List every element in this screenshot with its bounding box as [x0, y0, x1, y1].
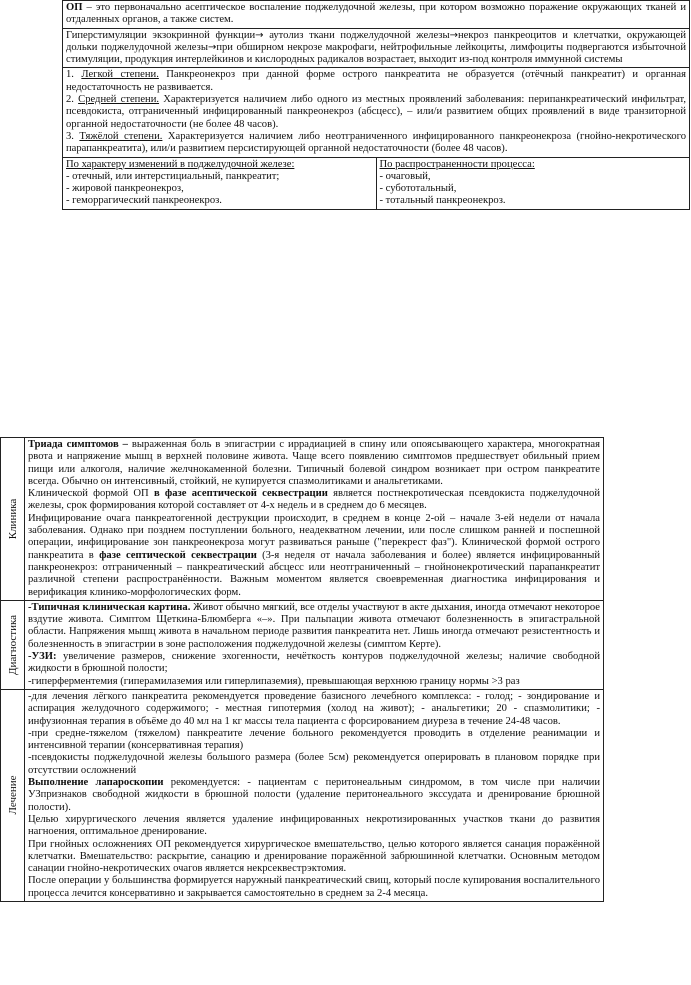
classification-row — [63, 157, 690, 209]
pathogenesis-step-3: некроз панкреоцитов и клетчатки, окружающей дольки поджелудочной железы — [66, 29, 686, 53]
severity-severe: 3. Тяжёлой степени. Характеризуется наличием либо неотграниченного инфицированного панкреонекроза (гнойно-некротического парапанкреатита), или/и развитием персистирующей органной недостаточности (более 48 часов). — [66, 130, 686, 155]
arrow-icon: → — [255, 29, 264, 41]
classification-right — [376, 157, 690, 209]
list-item: - геморрагический панкреонекроз. — [66, 195, 222, 207]
definition-row — [63, 1, 690, 29]
list-item: - отечный, или интерстициальный, панкреатит; — [66, 170, 280, 182]
treatment-row — [1, 689, 604, 901]
pathogenesis-step-4: при обширном некрозе макрофаги, нейтрофильные лейкоциты, лимфоциты подвергаются избыточной стимуляции, продукция интерлейкинов и кислородных радикалов возрастает, выходит из-под контроля иммунной системы — [66, 41, 687, 66]
diagnostics-cell: -Типичная клиническая картина. Живот обычно мягкий, все отделы участвуют в акте дыхания, иногда отмечают некоторое вздутие живота. Симптом Щеткина-Блюмберга «–». При пальпации живота отмечают болезненность в эпигастральной области. Напряжения мышц живота в начальном периоде развития панкреатита нет. Лишь иногда отмечают резистентность и болезненность в эпигастрии в зоне расположения поджелудочной железы (симптом Керте). -УЗИ: увеличение размеров, снижение эхогенности, нечёткость контуров поджелудочной железы; наличие свободной жидкости в брюшной полости; -гиперферментемия (гиперамилаземия или гиперлипаземия), превышающая верхнюю границу нормы >3 раз — [25, 600, 604, 689]
list-item: - очаговый, — [379, 170, 431, 182]
treatment-cell: -для лечения лёгкого панкреатита рекомендуется проведение базисного лечебного комплекса: - голод; - зондирование и аспирация желудочного содержимого; - местная гипотермия (холод на живот); - анальгетики; 20 - спазмолитики; - инфузионная терапия в объёме до 40 мл на 1 кг массы тела пациента с форсированием диуреза в течение 24-48 часов. -при средне-тяжелом (тяжелом) панкреатите лечение больного рекомендуется проводить в отделение реанимации и интенсивной терапии (консервативная терапия) -псевдокисты поджелудочной железы большого размера (более 5см) рекомендуется оперировать в плановом порядке при отсутствии осложнений Выполнение лапароскопии рекомендуется: - пациентам с перитонеальным синдромом, в том числе при наличии УЗпризнаков свободной жидкости в брюшной полости (удаление перитонеального экссудата и дренирование брюшной полости). Целью хирургического лечения является удаление инфицированных некротизированных участков ткани до развития нагноения, оптимальное дренирование. При гнойных осложнениях ОП рекомендуется хирургическое вмешательство, целью которого является санация поражённой клетчатки. Вмешательство: раскрытие, санацию и дренирование поражённой забрюшинной клетчатки. Основным методом санации гнойно-некротических очагов является некрсеквестрэктомия. После операции у большинства формируется наружный панкреатический свищ, который после купирования воспалительного процесса лечится консервативно и закрывается самостоятельно в среднем за 2-4 месяца. — [25, 689, 604, 901]
top-table — [62, 0, 690, 210]
list-item: - субототальный, — [379, 183, 457, 195]
treatment-moderate: -при средне-тяжелом (тяжелом) панкреатите лечение больного рекомендуется проводить в отделение реанимации и интенсивной терапии (консервативная терапия) — [28, 727, 600, 752]
classification-right-title: По распространенности процесса: — [379, 158, 535, 170]
severity-cell — [63, 68, 690, 157]
treatment-purulent: При гнойных осложнениях ОП рекомендуется хирургическое вмешательство, целью которого является санация поражённой клетчатки. Вмешательство: раскрытие, санацию и дренирование поражённой забрюшинной клетчатки. Основным методом санации гнойно-некротических очагов является некрсеквестрэктомия. — [28, 838, 600, 875]
classification-left-title: По характеру изменений в поджелудочной железе: — [66, 158, 295, 170]
treatment-label: Лечение — [6, 775, 19, 815]
severity-mild: 1. Легкой степени. Панкреонекроз при данной форме острого панкреатита не образуется (отёчный панкреатит) и органная недостаточность не развивается. — [66, 69, 687, 93]
enzyme-text: -гиперферментемия (гиперамилаземия или гиперлипаземия), превышающая верхнюю границу нормы >3 раз — [28, 675, 520, 687]
classification-left — [63, 157, 377, 209]
list-item: - жировой панкреонекроз, — [66, 183, 184, 195]
treatment-label-cell — [1, 689, 25, 901]
symptom-triad-text: выраженная боль в эпигастрии с иррадиацией в спину или опоясывающего характера, многократная рвота и напряжение мышц в верхней половине живота. Чаще всего появлению симптомов предшествует обильный прием пищи или алкоголя, наличие желчнокаменной болезни. Типичный болевой синдром возникает при остром панкреатите всегда. Обычно он интенсивный, стойкий, не купируется спазмолитиками и анальгетиками. — [28, 439, 600, 487]
diagnostics-row — [1, 600, 604, 689]
severity-row — [63, 68, 690, 157]
diagnostics-label-cell — [1, 600, 25, 689]
definition-term: ОП — [66, 2, 83, 13]
treatment-pseudocyst: -псевдокисты поджелудочной железы большого размера (более 5см) рекомендуется оперировать в плановом порядке при отсутствии осложнений — [28, 752, 600, 776]
clinic-row — [1, 438, 604, 601]
definition-cell — [63, 1, 690, 29]
arrow-icon: → — [449, 29, 458, 41]
symptom-triad-title: Триада симптомов – — [28, 439, 128, 450]
list-item: - тотальный панкреонекроз. — [379, 195, 506, 207]
treatment-postop: После операции у большинства формируется наружный панкреатический свищ, который после купирования воспалительного процесса лечится консервативно и закрывается самостоятельно в среднем за 2-4 месяца. — [28, 875, 600, 899]
clinic-cell: Триада симптомов – выраженная боль в эпигастрии с иррадиацией в спину или опоясывающего характера, многократная рвота и напряжение мышц в верхней половине живота. Чаще всего появлению симптомов предшествует обильный прием пищи или алкоголя, наличие желчнокаменной болезни. Типичный болевой синдром возникает при остром панкреатите всегда. Обычно он интенсивный, стойкий, не купируется спазмолитиками и анальгетиками. Клинической формой ОП в фазе асептической секвестрации является постнекротическая псевдокиста поджелудочной железы, срок формирования которой составляет от 4-х недель и в среднем до 6 месяцев. Инфицирование очага панкреатогенной деструкции происходит, в среднем в конце 2-ой – начале 3-ей недели от начала заболевания. Однако при позднем поступлении больного, неадекватном лечении, или после слишком ранней и поспешной операции, инфицирование зон панкреонекроза могут развиваться раньше ("перекрест фаз"). Клинической формой острого панкреатита в фазе септической секвестрации (3-я неделя от начала заболевания и более) является инфицированный панкреонекроз: отграниченный – панкреатический абсцесс или неотграниченный – гнойнонекротический парапанкреатит различной степени распространённости. Важным моментом является своевременная диагностика инфицирования и верификация клинико-морфологических форм. — [25, 438, 604, 601]
clinic-label: Клиника — [6, 498, 19, 540]
clinic-label-cell — [1, 438, 25, 601]
pathogenesis-row — [63, 28, 690, 68]
bottom-table — [0, 437, 604, 902]
diagnostics-label: Диагностика — [6, 614, 19, 675]
pathogenesis-step-2: аутолиз ткани поджелудочной железы — [263, 29, 450, 41]
treatment-mild: -для лечения лёгкого панкреатита рекомендуется проведение базисного лечебного комплекса: - голод; - зондирование и аспирация желудочного содержимого; - местная гипотермия (холод на живот); - анальгетики; 20 - спазмолитики; - инфузионная терапия в объёме до 40 мл на 1 кг массы тела пациента с форсированием диуреза в течение 24-48 часов. — [28, 690, 600, 727]
arrow-icon: → — [207, 41, 217, 53]
pathogenesis-step-1: Гиперстимуляции экзокринной функции — [66, 29, 256, 41]
pathogenesis-cell — [63, 28, 690, 68]
severity-moderate: 2. Средней степени. Характеризуется наличием либо одного из местных проявлений заболевания: перипанкреатический инфильтрат, псевдокиста, отграниченный инфицированный панкреонекроз (абсцесс), – или/и развитием общих проявлений в виде транзиторной органной недостаточности (не более 48 часов). — [66, 94, 687, 130]
definition-text: – это первоначально асептическое воспаление поджелудочной железы, при котором возможно поражение окружающих тканей и отдаленных органов, а также систем. — [66, 2, 686, 26]
treatment-surgery-goal: Целью хирургического лечения является удаление инфицированных некротизированных участков ткани до развития нагноения, оптимальное дренирование. — [28, 813, 600, 838]
